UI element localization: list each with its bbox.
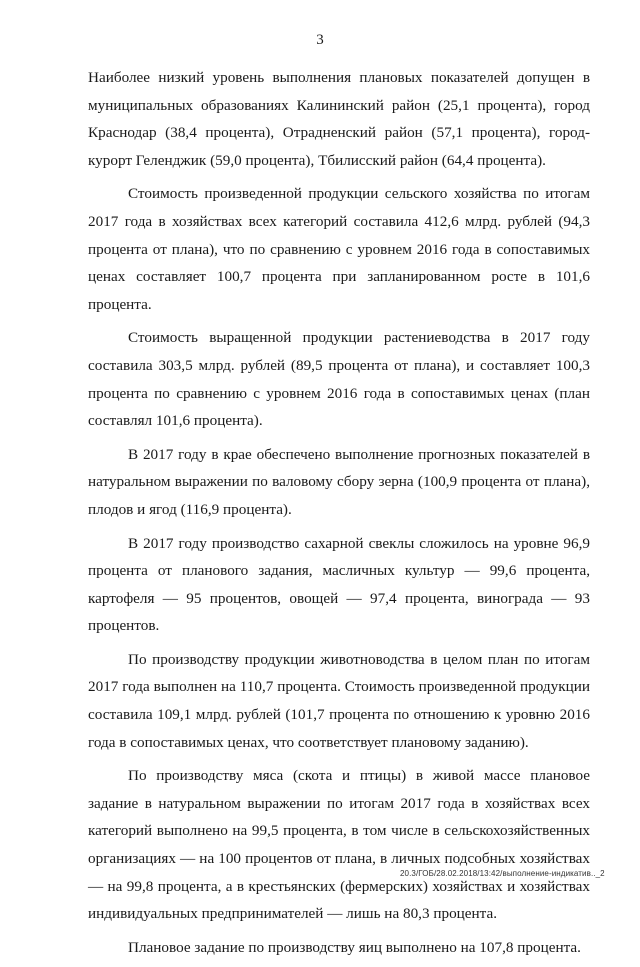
paragraph: Стоимость произведенной продукции сельского хозяйства по итогам 2017 года в хозяйствах всех категорий составила 412,6 млрд. рублей (94,3 процента от плана), что по сравнению с уровнем 2016 года в сопоставимых ценах составляет 100,7 процента при запланированном росте в 101,6 процента. [88,185,590,313]
paragraph: Плановое задание по производству яиц выполнено на 107,8 процента. [128,938,581,956]
paragraph: Наиболее низкий уровень выполнения плановых показателей допущен в муниципальных образованиях Калининский район (25,1 процента), город Краснодар (38,4 процента), Отрадненский район (57,1 процента), город-курорт Геленджик (59,0 процента), Тбилисский район (64,4 процента). [88,69,590,169]
paragraph: По производству продукции животноводства в целом план по итогам 2017 года выполнен на 110,7 процента. Стоимость произведенной продукции составила 109,1 млрд. рублей (101,7 процента по отношению к уровню 2016 года в сопоставимых ценах, что соответствует плановому заданию). [88,650,590,751]
paragraph: В 2017 году в крае обеспечено выполнение прогнозных показателей в натуральном выражении по валовому сбору зерна (100,9 процента от плана), плодов и ягод (116,9 процента). [88,445,590,518]
paragraph: Стоимость выращенной продукции растениеводства в 2017 году составила 303,5 млрд. рублей (89,5 процента от плана), и составляет 100,3 процента по сравнению с уровнем 2016 года в сопоставимых ценах (план составлял 101,6 процента). [88,329,590,430]
page-number: 3 [316,32,324,48]
document-body [88,64,590,967]
footer-file-code: 20.3/ГОБ/28.02.2018/13:42/выполнение-индикатив.._2 [400,869,605,878]
paragraph: По производству мяса (скота и птицы) в живой массе плановое задание в натуральном выражении по итогам 2017 года в хозяйствах всех категорий выполнено на 99,5 процента, в том числе в сельскохозяйственных организациях — на 100 процентов от плана, в личных подсобных хозяйствах — на 99,8 процента, а в крестьянских (фермерских) хозяйствах и хозяйствах индивидуальных предпринимателей — лишь на 80,3 процента. [88,767,590,923]
paragraph: В 2017 году производство сахарной свеклы сложилось на уровне 96,9 процента от планового задания, масличных культур — 99,6 процента, картофеля — 95 процентов, овощей — 97,4 процента, винограда — 93 процентов. [88,534,590,635]
